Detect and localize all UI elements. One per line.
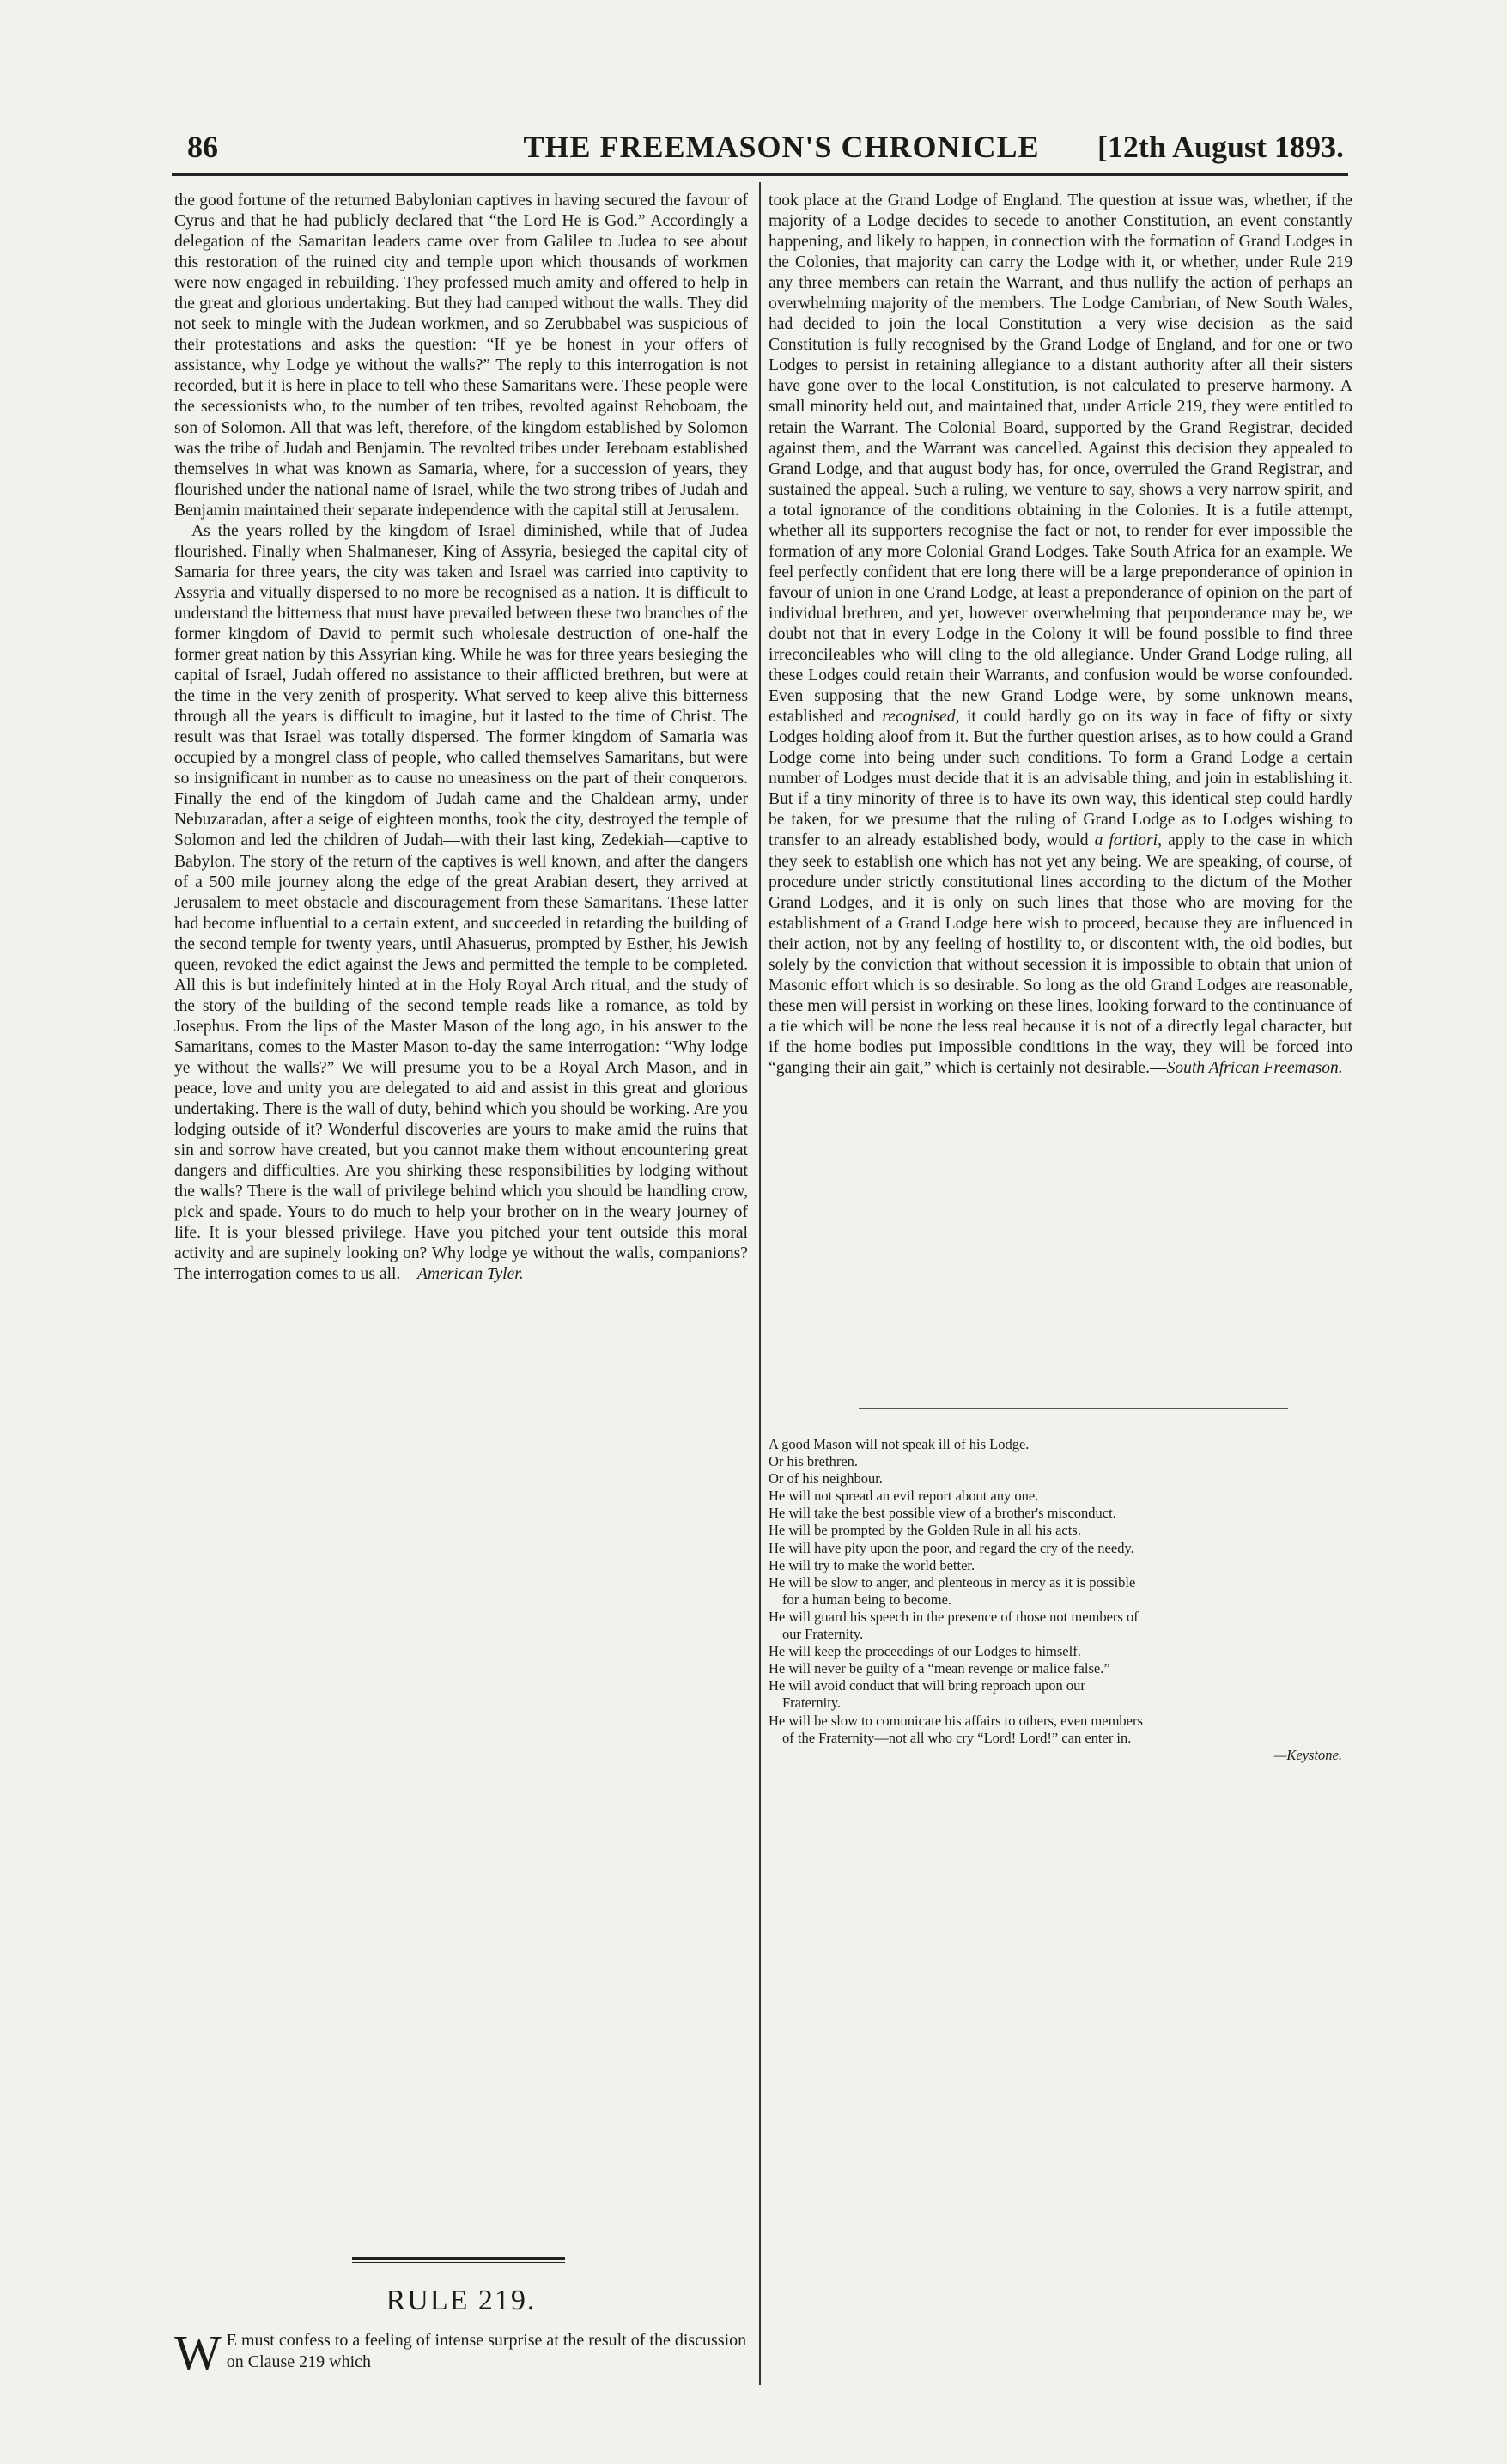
drop-cap: W (174, 2325, 222, 2381)
maxim-line: Or his brethren. (769, 1453, 859, 1470)
keystone-maxims (769, 1436, 1352, 1764)
maxim-line: He will never be guilty of a “mean revenge or malice false.” (769, 1660, 1110, 1677)
issue-date: [12th August 1893. (1097, 130, 1344, 164)
section-divider (352, 2257, 565, 2260)
maxim-line: He will try to make the world better. (769, 1556, 975, 1573)
section-divider (859, 1408, 1288, 1409)
maxim-line: He will keep the proceedings of our Lodges to himself. (769, 1643, 1081, 1660)
page-number: 86 (187, 130, 218, 164)
maxim-line: He will take the best possible view of a brother's misconduct. (769, 1505, 1116, 1522)
article-paragraph: As the years rolled by the kingdom of Israel diminished, while that of Judea flourished. Finally when Shalmaneser, King of Assyria, besieged the capital city of Samaria for three years, the city was taken and Israel was carried into captivity to Assyria and vitually dispersed to no more be recognised as a nation. It is difficult to understand the bitterness that must have prevailed between these two branches of the former kingdom of David to permit such wholesale destruction of one-half the former great nation by this Assyrian king. While he was for three years besieging the capital of Israel, Judah offered no assistance to their afflicted brethren, but were at the time in the very zenith of prosperity. What served to keep alive this bitterness through all the years is difficult to imagine, but it lasted to the time of Christ. The result was that Israel was totally dispersed. The former kingdom of Samaria was occupied by a mongrel class of people, who called themselves Samaritans, but were so insignificant in number as to cause no uneasiness on the part of their conquerors. Finally the end of the kingdom of Judah came and the Chaldean army, under Nebuzaradan, after a seige of eighteen months, took the city, destroyed the temple of Solomon and led the children of Judah—with their last king, Zedekiah—captive to Babylon. The story of the return of the captives is well known, and after the dangers of a 500 mile journey along the edge of the great Arabian desert, they arrived at Jerusalem to meet obstacle and discouragement from these Samaritans. These latter had become influential to a certain extent, and succeeded in retarding the building of the second temple for twenty years, until Ahasuerus, prompted by Esther, his Jewish queen, revoked the edict against the Jews and permitted the temple to be completed. All this is but indefinitely hinted at in the Holy Royal Arch ritual, and the study of the story of the building of the second temple reads like a romance, as told by Josephus. From the lips of the Master Mason of the long ago, in his answer to the Samaritans, comes to the Master Mason to-day the same interrogation: “Why lodge ye without the walls?” We will presume you to be a Royal Arch Mason, and in peace, love and unity you are delegated to aid and assist in this great and glorious undertaking. There is the wall of duty, behind which you should be working. Are you lodging outside of it? Wonderful discoveries are yours to make amid the ruins that sin and sorrow have created, but you cannot make them without encountering great dangers and difficulties. Are you shirking these responsibilities by lodging without the walls? There is the wall of privilege behind which you should be handling crow, pick and spade. Yours to do much to help your brother on in the weary journey of life. It is your blessed privilege. Have you pitched your tent outside this moral activity and are supinely looking on? Why lodge ye without the walls, companions? The interrogation comes to us all.—American Tyler. (174, 521, 748, 1284)
column-divider (759, 182, 761, 2385)
header-rule (172, 173, 1348, 176)
right-column (769, 191, 1352, 1079)
maxim-line: He will guard his speech in the presence of those not members of (769, 1608, 1139, 1625)
maxim-line: He will avoid conduct that will bring reproach upon our (769, 1677, 1085, 1694)
article-attribution: American Tyler. (416, 1265, 524, 1284)
maxim-line: A good Mason will not speak ill of his Lodge. (769, 1436, 1030, 1452)
section-divider (352, 2262, 565, 2263)
article-paragraph: took place at the Grand Lodge of England. The question at issue was, whether, if the majority of a Lodge decides to secede to another Constitution, an event constantly happening, and likely to happen, in connection with the formation of Grand Lodges in the Colonies, that majority can carry the Lodge with it, or whether, under Rule 219 any three members can retain the Warrant, and thus nullify the action of perhaps an overwhelming majority of the members. The Lodge Cambrian, of New South Wales, had decided to join the local Constitution—a very wise decision—as the said Constitution is fully recognised by the Grand Lodge of England, and for one or two Lodges to persist in retaining allegiance to a distant authority after all their sisters have gone over to the local Constitution, is not calculated to preserve harmony. A small minority held out, and maintained that, under Article 219, they were entitled to retain the Warrant. The Colonial Board, supported by the Grand Registrar, decided against them, and the Warrant was cancelled. Against this decision they appealed to Grand Lodge, and that august body has, for once, overruled the Grand Registrar, and sustained the appeal. Such a ruling, we venture to say, shows a very narrow spirit, and a total ignorance of the conditions obtaining in the Colonies. It is a futile attempt, whether all its supporters recognise the fact or not, to render for ever impossible the formation of any more Colonial Grand Lodges. Take South Africa for an example. We feel perfectly confident that ere long there will be a large preponderance of opinion in favour of union in one Grand Lodge, at least a preponderance of opinion on the part of individual brethren, and yet, however overwhelming that perponderance may be, we doubt not that in every Lodge in the Colony it will be found possible to find three irreconcileables who will cling to the old allegiance. Under Grand Lodge ruling, all these Lodges could retain their Warrants, and confusion would be worse confounded. Even supposing that the new Grand Lodge were, by some unknown means, established and recognised, it could hardly go on its way in face of fifty or sixty Lodges holding aloof from it. But the further question arises, as to how could a Grand Lodge come into being under such conditions. To form a Grand Lodge a certain number of Lodges must decide that it is an advisable thing, and join in establishing it. But if a tiny minority of three is to have its own way, this identical step could hardly be taken, for we presume that the ruling of Grand Lodge as to Lodges wishing to transfer to an already established body, would a fortiori, apply to the case in which they seek to establish one which has not yet any being. We are speaking, of course, of procedure under strictly constitutional lines according to the dictum of the Mother Grand Lodges, and it is only on such lines that those who are moving for the establishment of a Grand Lodge here wish to proceed, because they are influenced in their action, not by any feeling of hostility to, or discontent with, the old bodies, but solely by the conviction that without secession it is impossible to obtain that union of Masonic effort which is so desirable. So long as the old Grand Lodges are reasonable, these men will persist in working on these lines, looking forward to the continuance of a tie which will be none the less real because it is not of a directly legal character, but if the home bodies put impossible conditions in the way, they will be forced into “ganging their ain gait,” which is certainly not desirable.—South African Freemason. (769, 192, 1353, 1077)
maxim-line: of the Fraternity—not all who cry “Lord! Lord!” can enter in. (782, 1729, 1132, 1746)
maxims-source: —Keystone. (1273, 1746, 1342, 1763)
article-paragraph: the good fortune of the returned Babylonian captives in having secured the favour of Cyrus and that he had publicly declared that “the Lord He is God.” Accordingly a delegation of the Samaritan leaders came over from Galilee to Judea to see about this restoration of the ruined city and temple upon which thousands of workmen were now engaged in rebuilding. They professed much amity and offered to help in the great and glorious undertaking. But they had camped without the walls. They did not seek to mingle with the Judean workmen, and so Zerubbabel was suspicious of their protestations and asks the question: “If ye be honest in your offers of assistance, why Lodge ye without the walls?” The reply to this interrogation is not recorded, but it is here in place to tell who these Samaritans were. These people were the secessionists who, to the number of ten tribes, revolted against Rehoboam, the son of Solomon. All that was left, therefore, of the kingdom established by Solomon was the tribe of Judah and Benjamin. The revolted tribes under Jereboam established themselves in what was known as Samaria, where, for a succession of years, they flourished under the national name of Israel, while the two strong tribes of Judah and Benjamin maintained their separate independence with the capital still at Jerusalem. (174, 192, 748, 520)
maxim-line: Fraternity. (782, 1694, 842, 1712)
rule-article-opening: W E must confess to a feeling of intense surprise at the result of the discussion on Clause 219 which (174, 2325, 747, 2381)
article-attribution: South African Freemason. (1166, 1058, 1343, 1077)
maxim-line: He will have pity upon the poor, and regard the cry of the needy. (769, 1539, 1134, 1556)
maxim-line: He will be slow to comunicate his affairs to others, even members (769, 1712, 1143, 1729)
maxim-line: He will not spread an evil report about any one. (769, 1488, 1039, 1505)
maxim-line: He will be slow to anger, and plenteous in mercy as it is possible (769, 1573, 1136, 1591)
maxim-line: Or of his neighbour. (769, 1470, 883, 1488)
maxim-line: our Fraternity. (782, 1626, 864, 1643)
page-header (172, 129, 1348, 172)
newspaper-title: THE FREEMASON'S CHRONICLE (523, 130, 1040, 164)
left-column (174, 191, 748, 1285)
maxim-line: He will be prompted by the Golden Rule in all his acts. (769, 1522, 1081, 1539)
section-title: RULE 219. (386, 2285, 537, 2316)
maxim-line: for a human being to become. (782, 1591, 952, 1608)
